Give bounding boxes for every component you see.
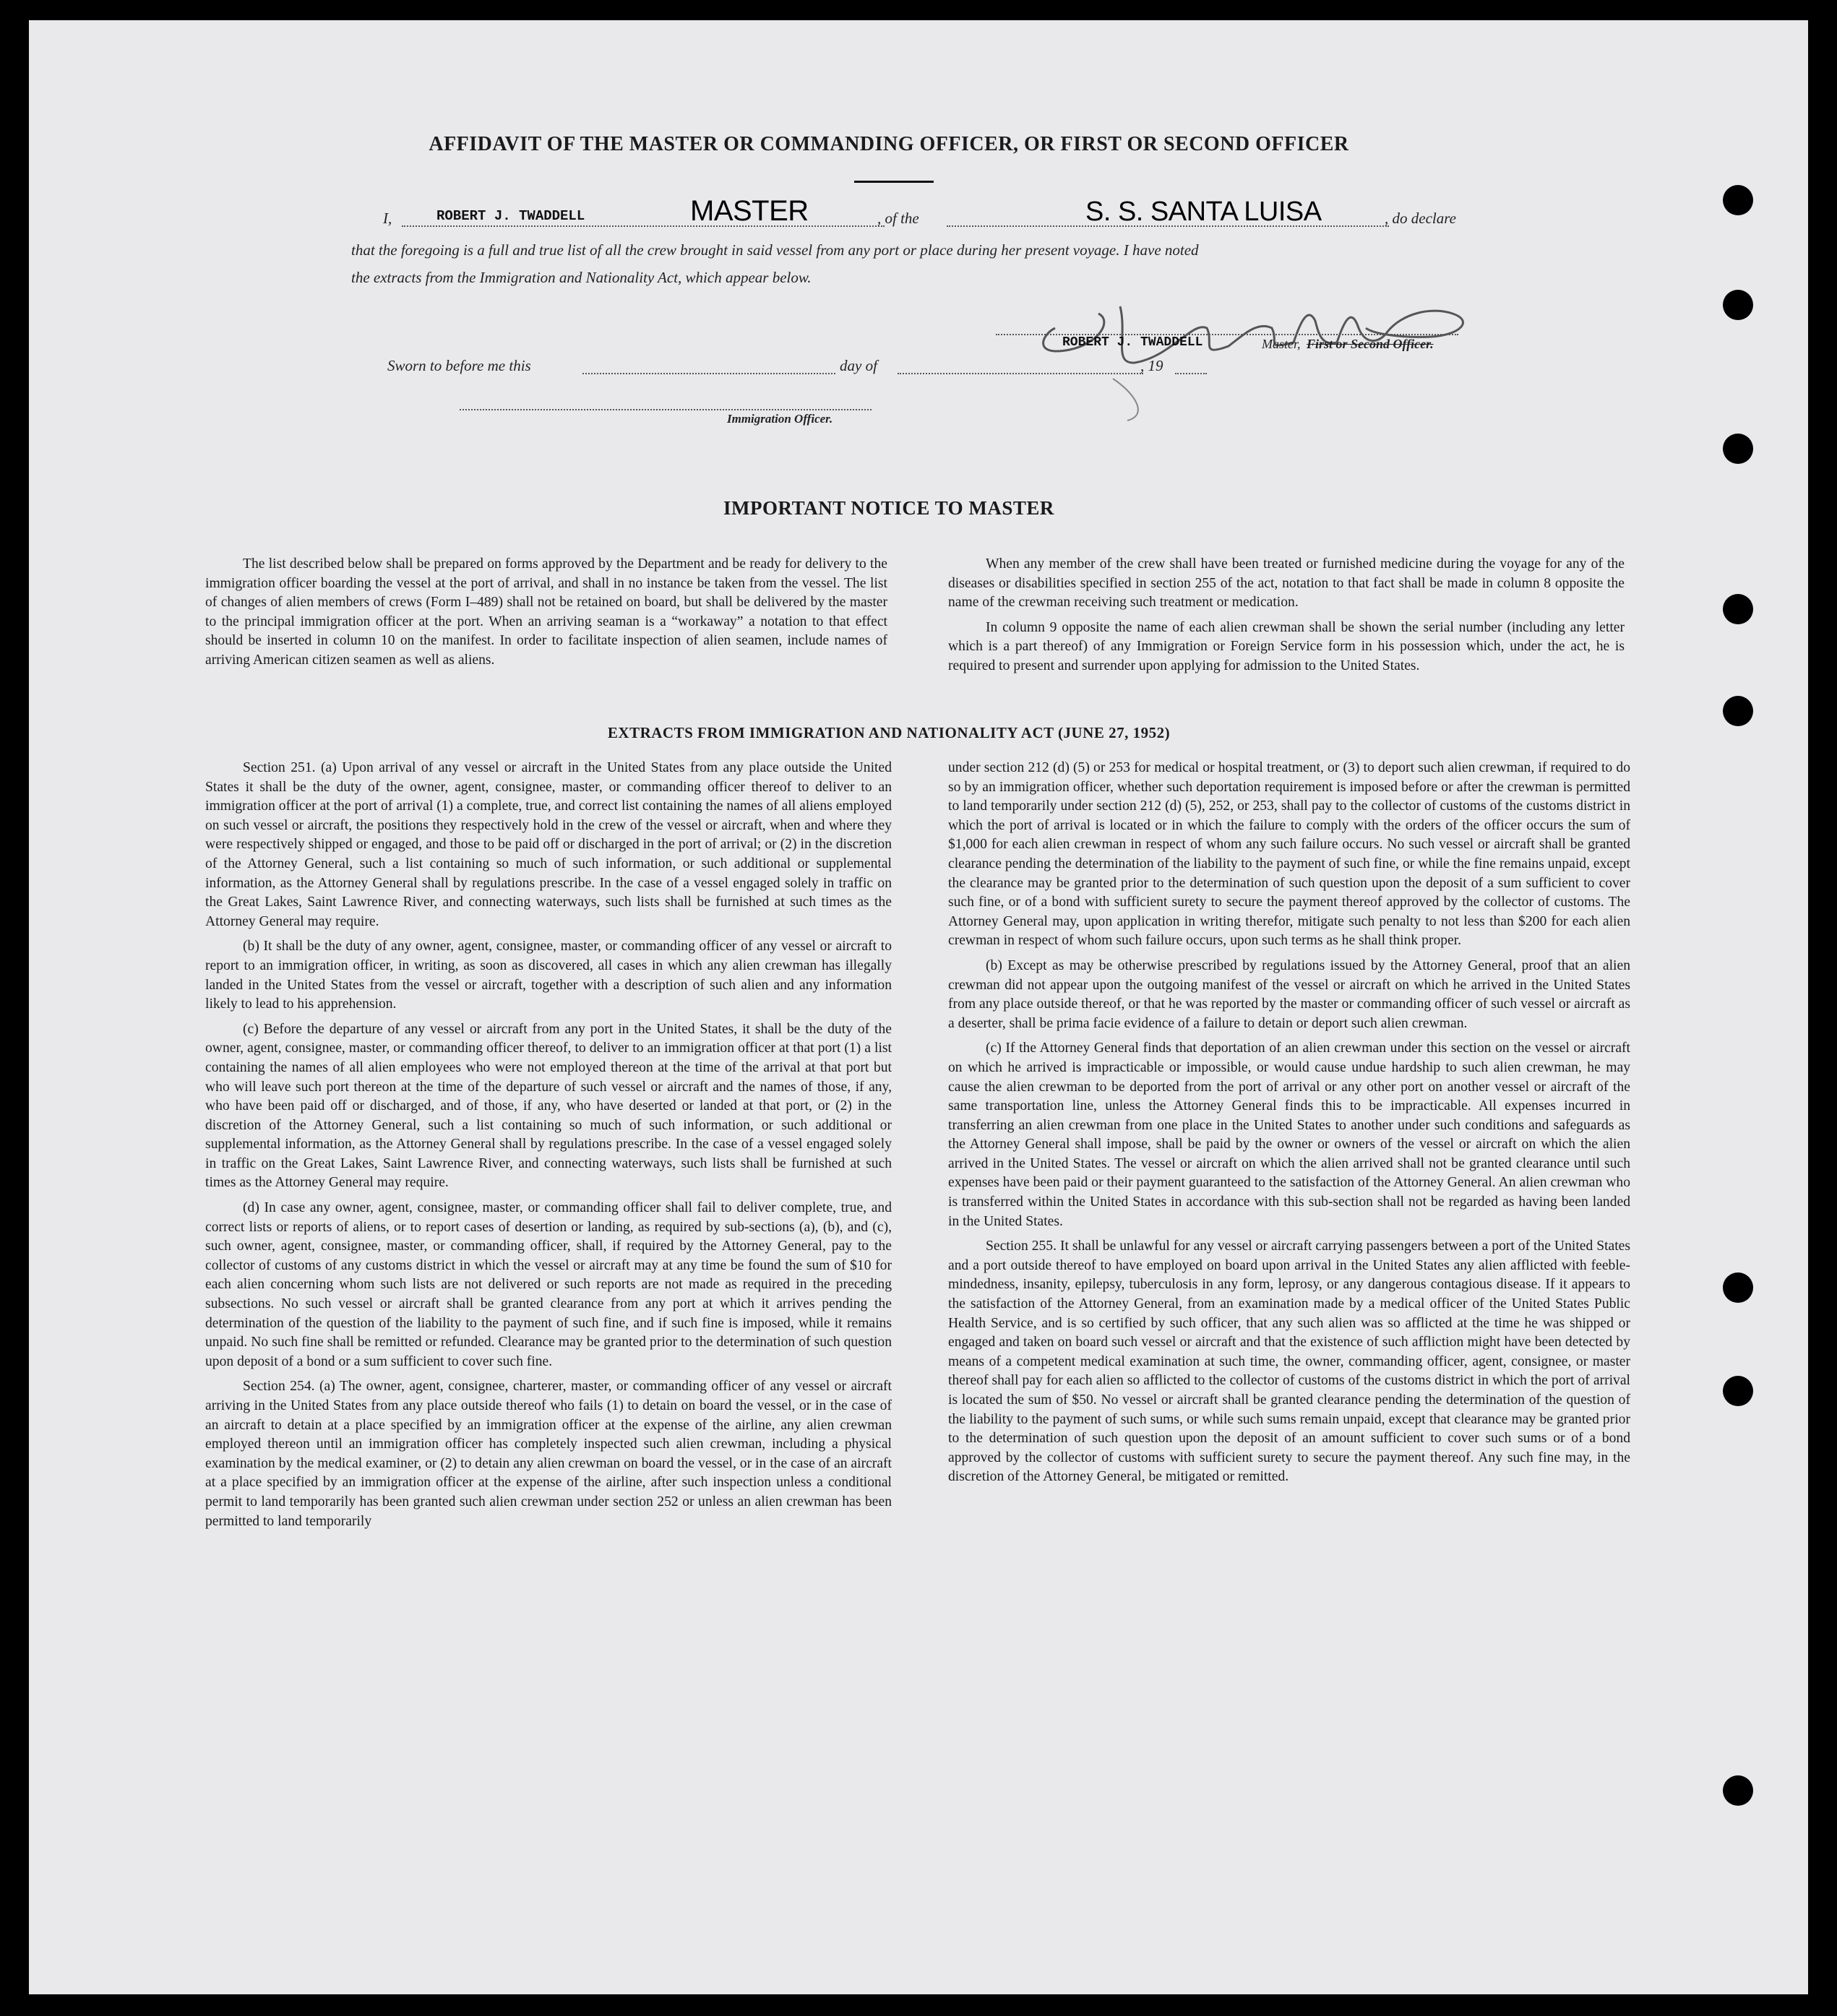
extracts-right-column [948,759,1630,1487]
notice-left-paragraph: The list described below shall be prepared on forms approved by the Department and be ready for delivery to the immigration officer boarding the vessel at the port of arrival, and shall in no instance be taken from the vessel. The list of changes of alien members of crews (Form I–489) shall not be retained on board, but shall be delivered by the master to the principal immigration officer at the port. When an arriving seaman is a “workaway” a notation to that effect should be inserted in column 10 on the manifest. In order to facilitate inspection of alien seamen, include names of arriving American citizen seamen as well as aliens. [205,556,887,668]
section-254-b: (b) Except as may be otherwise prescribed by regulations issued by the Attorney General, proof that an alien crewman did not appear upon the outgoing manifest of the vessel or aircraft on which he arrived in the United States from any place outside thereof, or that he was reported by the master or commanding officer of such vessel or aircraft as a deserter, shall be prima facie evidence of a failure to detain or deport such alien crewman. [948,957,1630,1031]
section-254-a: Section 254. (a) The owner, agent, consignee, charterer, master, or commanding officer of any vessel or aircraft arriving in the United States from any place outside thereof who fails (1) to detain on board the vessel, or in the case of an aircraft to detain at a place specified by an immigration officer at the expense of the airline, any alien crewman employed thereon until an immigration officer has completely inspected such alien crewman, including a physical examination by the medical examiner, or (2) to detain any alien crewman on board the vessel, or in the case of an aircraft at a place specified by an immigration officer at the expense of the airline, after such inspection unless a conditional permit to land temporarily has been granted such alien crewman under section 252 or unless an alien crewman has been permitted to land temporarily [205,1379,892,1529]
i-prefix: I, [383,210,392,227]
of-the-label: , of the [877,210,919,227]
declarant-title: MASTER [690,195,809,227]
extracts-left-column [205,759,892,1531]
binder-hole [1723,185,1753,215]
signer-typed-name: ROBERT J. TWADDELL [1062,335,1203,350]
section-254-a-continued: under section 212 (d) (5) or 253 for medical or hospital treatment, or (3) to deport such alien crewman, if required to do so by an immigration officer, whether such deportation requirement is imposed before or after the crewman is permitted to land temporarily under section 212 (d) (5), 252, or 253, shall pay to the collector of customs of the customs district in which the port of arrival is located or in which the failure to comply with the orders of the officer occurs the sum of $1,000 for each alien crewman in respect of whom any such failure occurs. No such vessel or aircraft shall be granted clearance pending the determination of the liability to the payment of such fine, or while the fine remains unpaid, except the clearance may be granted prior to the determination of such question upon the deposit of a sum sufficient to cover such fine, or of a bond with sufficient surety to secure the payment thereof approved by the collector of customs. The Attorney General may, upon application in writing therefor, mitigate such penalty to not less than $200 for each alien crewman in respect of whom such failure occurs, upon such terms as he shall think proper. [948,760,1630,949]
notice-right-column [948,555,1625,676]
binder-hole [1723,594,1753,624]
notice-left-column [205,555,887,671]
binder-hole [1723,1775,1753,1806]
binder-hole [1723,1272,1753,1303]
sworn-month-line [898,373,1143,374]
declarant-name: ROBERT J. TWADDELL [436,208,585,224]
sworn-label: Sworn to before me this [387,357,531,374]
officer-signature-line [460,409,872,410]
year-label: , 19 [1140,357,1163,374]
sworn-year-line [1175,373,1207,374]
affidavit-title: AFFIDAVIT OF THE MASTER OR COMMANDING OFFICER, OR FIRST OR SECOND OFFICER [429,133,1349,155]
do-declare-label: , do declare [1385,210,1456,227]
binder-hole [1723,434,1753,464]
binder-hole [1723,290,1753,320]
signer-role-struck: First or Second Officer. [1307,337,1434,351]
officer-label: Immigration Officer. [727,412,833,426]
affidavit-line-2: that the foregoing is a full and true list of all the crew brought in said vessel from any port or place during her present voyage. I have noted [351,241,1199,259]
notice-title: IMPORTANT NOTICE TO MASTER [723,497,1054,519]
day-of-label: day of [840,357,877,374]
section-255: Section 255. It shall be unlawful for any vessel or aircraft carrying passengers between a port of the United States and a port outside thereof to have employed on board upon arrival in the United States any alien afflicted with feeble-mindedness, insanity, epilepsy, tuberculosis in any form, leprosy, or any dangerous contagious disease. If it appears to the satisfaction of the Attorney General, from an examination made by a medical officer of the United States Public Health Service, and is so certified by such officer, that any such alien was so afflicted at the time he was shipped or engaged and taken on board such vessel or aircraft and that the existence of such affliction might have been detected by means of a competent medical examination at such time, the owner, commanding officer, agent, consignee, or master thereof shall pay for each alien so afflicted to the collector of customs of the customs district in which the port of arrival is located the sum of $50. No vessel or aircraft shall be granted clearance pending the determination of the question of the liability to the payment of such sums, or while such sums remain unpaid, except that clearance may be granted prior to the determination of such question upon the deposit of an amount sufficient to cover such sums or of a bond approved by the collector of customs with sufficient surety to secure the payment thereof. Any such fine may, in the discretion of the Attorney General, be mitigated or remitted. [948,1239,1630,1485]
notice-right-paragraph-2: In column 9 opposite the name of each alien crewman shall be shown the serial number (including any letter which is a part thereof) of any Immigration or Foreign Service form in his possession which, under the act, he is required to present and surrender upon applying for admission to the United States. [948,619,1625,673]
sworn-day-line [582,373,835,374]
title-rule [854,181,934,183]
section-251-c: (c) Before the departure of any vessel or aircraft from any port in the United States, it shall be the duty of the owner, agent, consignee, master, or commanding officer thereof, to deliver to an immigration officer at that port (1) a list containing the names of all alien employees who were not employed thereon at the time of the arrival at that port but who will leave such port thereon at the time of the departure of such vessel or aircraft and the names of those, if any, who have been paid off or discharged, and of those, if any, who have deserted or landed at that port, or (2) in the discretion of the Attorney General, such a list containing so much of such information, or such additional or supplemental information, as the Attorney General shall by regulations prescribe. In the case of a vessel engaged solely in traffic on the Great Lakes, Saint Lawrence River, and connecting waterways, such lists shall be furnished at such times as the Attorney General may require. [205,1021,892,1191]
extracts-title: EXTRACTS FROM IMMIGRATION AND NATIONALITY ACT (JUNE 27, 1952) [607,724,1171,741]
signer-role: Master, [1262,337,1301,351]
section-254-c: (c) If the Attorney General finds that deportation of an alien crewman under this section on the vessel or aircraft on which he arrived is impracticable or impossible, or would cause undue hardship to such alien crewman, he may cause the alien crewman to be deported from the port of arrival or any other port on another vessel or aircraft of the same transportation line, unless the Attorney General finds this to be impracticable. All expenses incurred in transferring an alien crewman from one place in the United States to another under such conditions and safeguards as the Attorney General shall impose, shall be paid by the owner or owners of the vessel or aircraft on which the alien arrived in the United States. The vessel or aircraft on which the alien arrived shall not be granted clearance until such expenses have been paid or their payment guaranteed to the satisfaction of the Attorney General. An alien crewman who is transferred within the United States in accordance with this sub-section shall not be regarded as having been landed in the United States. [948,1041,1630,1229]
section-251-b: (b) It shall be the duty of any owner, agent, consignee, master, or commanding officer of any vessel or aircraft to report to an immigration officer, in writing, as soon as discovered, all cases in which any alien crewman has illegally landed in the United States from the vessel or aircraft, together with a description of such alien and any information likely to lead to his apprehension. [205,939,892,1012]
section-251-a: Section 251. (a) Upon arrival of any vessel or aircraft in the United States from any place outside the United States it shall be the duty of the owner, agent, consignee, master, or commanding officer thereof to deliver to an immigration officer at the port of arrival (1) a complete, true, and correct list containing the names of all aliens employed on such vessel or aircraft, the positions they respectively hold in the crew of the vessel or aircraft, when and where they were respectively shipped or engaged, and those to be paid off or discharged in the port of arrival; or (2) in the discretion of the Attorney General, such a list containing so much of such information, or such additional or supplemental information, as the Attorney General shall by regulations prescribe. In the case of a vessel engaged solely in traffic on the Great Lakes, Saint Lawrence River, and connecting waterways, such lists shall be furnished at such times as the Attorney General may require. [205,760,892,929]
name-field-line [402,225,885,227]
binder-hole [1723,1376,1753,1406]
notice-right-paragraph-1: When any member of the crew shall have been treated or furnished medicine during the voyage for any of the diseases or disabilities specified in section 255 of the act, notation to that fact shall be made in column 8 opposite the name of the crewman receiving such treatment or medication. [948,556,1625,611]
section-251-d: (d) In case any owner, agent, consignee, master, or commanding officer shall fail to deliver complete, true, and correct lists or reports of aliens, or to report cases of desertion or landing, as required by sub-sections (a), (b), and (c), such owner, agent, consignee, master, or commanding officer, shall, if required by the Attorney General, pay to the collector of customs of any customs district in which the vessel or aircraft may at any time be found the sum of $10 for each alien concerning whom such lists are not delivered or such reports are not made as required in the preceding subsections. No such vessel or aircraft shall be granted clearance from any port at which it arrives pending the determination of the question of the liability to the payment of such fine, and if such fine is imposed, while it remains unpaid. No such fine shall be remitted or refunded. Clearance may be granted prior to the determination of such question upon deposit of a bond or a sum sufficient to cover such fine. [205,1200,892,1369]
affidavit-line-3: the extracts from the Immigration and Nationality Act, which appear below. [351,269,812,286]
vessel-name: S. S. SANTA LUISA [1085,197,1322,227]
binder-hole [1723,696,1753,726]
